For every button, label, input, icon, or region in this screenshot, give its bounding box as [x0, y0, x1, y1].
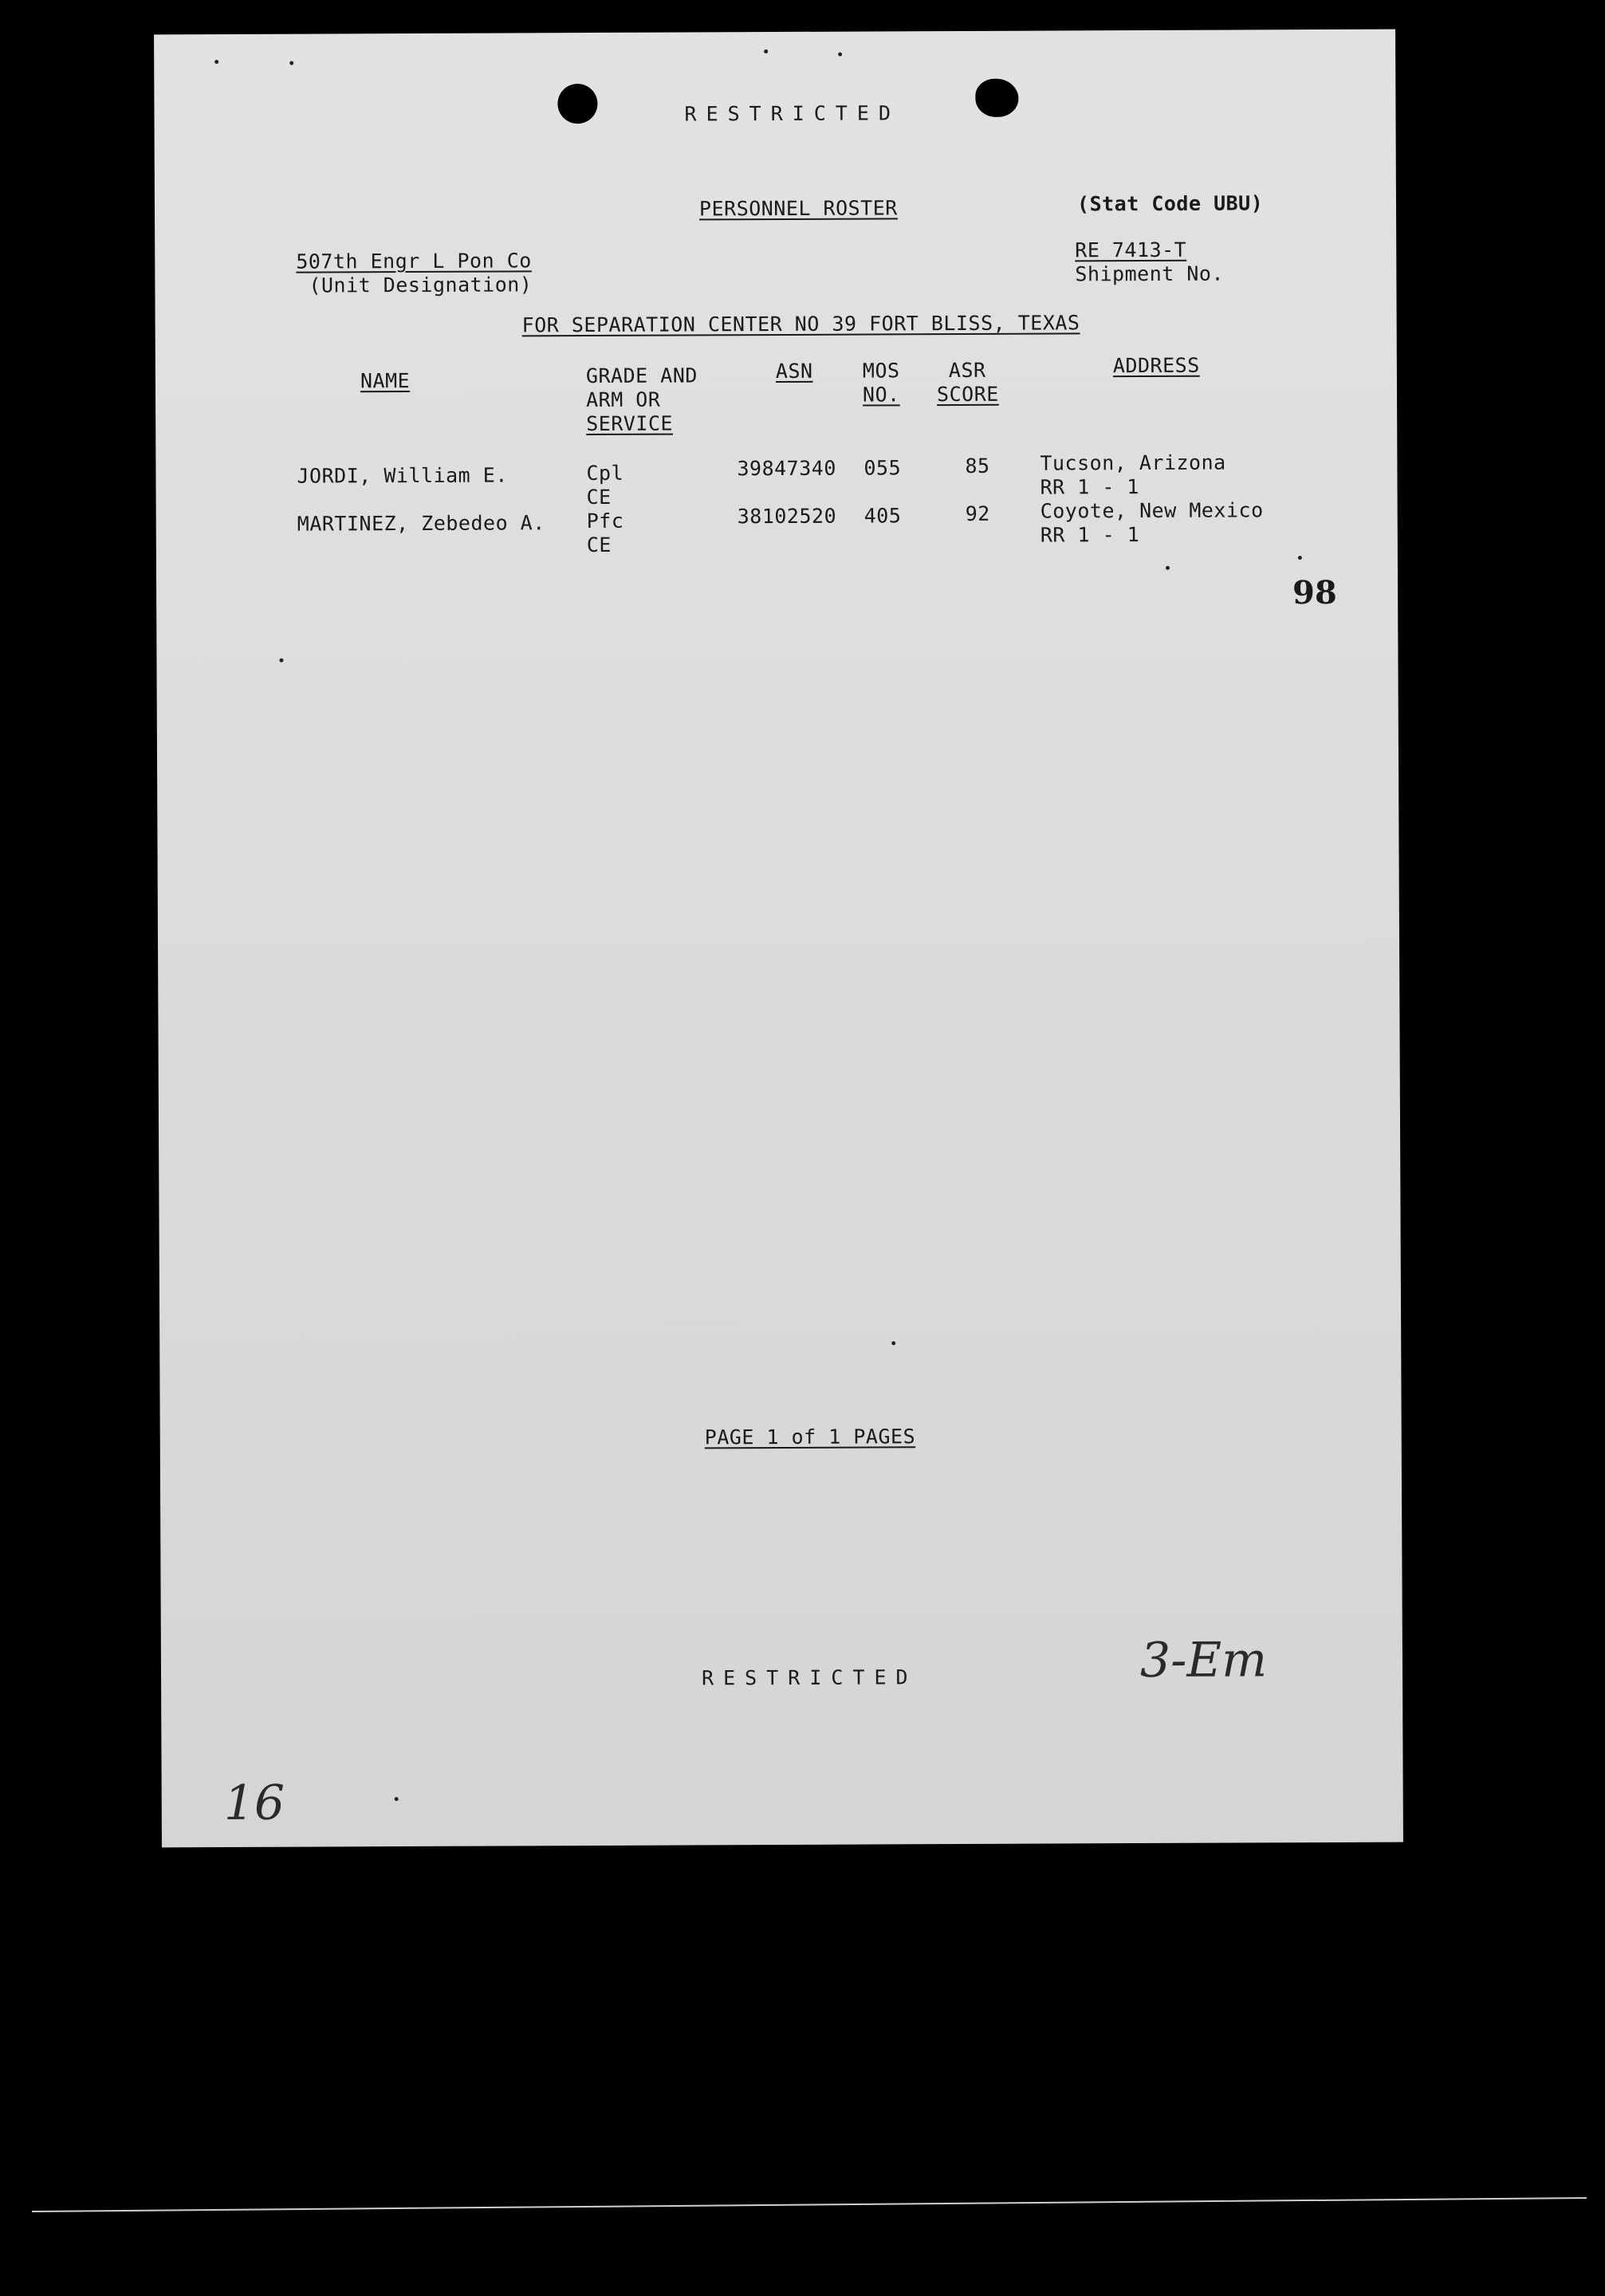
separation-center: FOR SEPARATION CENTER NO 39 FORT BLISS, TEXAS — [521, 311, 1080, 337]
col-header-asr-2: SCORE — [936, 382, 999, 407]
row-1-name: JORDI, William E. — [297, 463, 508, 488]
speck — [214, 60, 218, 64]
speck — [289, 61, 293, 65]
speck — [764, 49, 768, 53]
col-header-address: ADDRESS — [1112, 353, 1200, 378]
handwritten-number: 16 — [223, 1775, 285, 1832]
row-1-address-1: Tucson, Arizona — [1040, 450, 1226, 475]
col-header-mos-1: MOS — [862, 359, 900, 383]
row-2-grade: Pfc — [586, 509, 624, 533]
col-header-name: NAME — [360, 369, 411, 393]
stat-code: (Stat Code UBU) — [1076, 191, 1264, 216]
row-1-arm: CE — [586, 485, 612, 509]
col-header-grade-1: GRADE AND — [585, 364, 698, 388]
row-2-mos: 405 — [863, 504, 902, 528]
punch-hole-left — [557, 84, 597, 124]
restricted-footer: RESTRICTED — [701, 1665, 918, 1690]
row-2-name: MARTINEZ, Zebedeo A. — [297, 511, 545, 536]
row-2-address-1: Coyote, New Mexico — [1040, 498, 1264, 523]
punch-hole-right — [975, 79, 1018, 117]
shipment-number: RE 7413-T — [1075, 238, 1187, 262]
row-1-grade: Cpl — [586, 461, 624, 486]
col-header-grade-2: ARM OR — [585, 387, 661, 412]
col-header-grade-3: SERVICE — [586, 411, 674, 436]
speck — [891, 1341, 895, 1345]
page-count: PAGE 1 of 1 PAGES — [704, 1425, 916, 1449]
restricted-header: RESTRICTED — [684, 101, 901, 126]
row-1-address-2: RR 1 - 1 — [1040, 475, 1140, 499]
col-header-mos-2: NO. — [862, 383, 900, 407]
row-2-asn: 38102520 — [737, 504, 837, 529]
row-2-arm: CE — [586, 533, 612, 557]
stamped-page-number: 98 — [1292, 573, 1337, 612]
speck — [838, 53, 842, 57]
speck — [395, 1797, 399, 1801]
row-2-score: 92 — [965, 501, 990, 525]
shipment-caption: Shipment No. — [1075, 261, 1225, 286]
document-page — [154, 29, 1403, 1848]
scan-edge-line — [32, 2197, 1587, 2212]
handwritten-initials: 3-Em — [1139, 1632, 1268, 1689]
roster-title: PERSONNEL ROSTER — [698, 196, 898, 221]
row-2-address-2: RR 1 - 1 — [1040, 523, 1140, 547]
unit-designation: 507th Engr L Pon Co — [296, 249, 532, 273]
row-1-asn: 39847340 — [737, 456, 836, 481]
speck — [1166, 566, 1170, 570]
row-1-score: 85 — [965, 454, 990, 478]
row-1-mos: 055 — [863, 456, 902, 480]
col-header-asr-1: ASR — [948, 358, 986, 383]
speck — [1298, 556, 1302, 560]
unit-caption: (Unit Designation) — [309, 273, 533, 297]
col-header-asn: ASN — [775, 359, 813, 383]
speck — [279, 659, 283, 662]
